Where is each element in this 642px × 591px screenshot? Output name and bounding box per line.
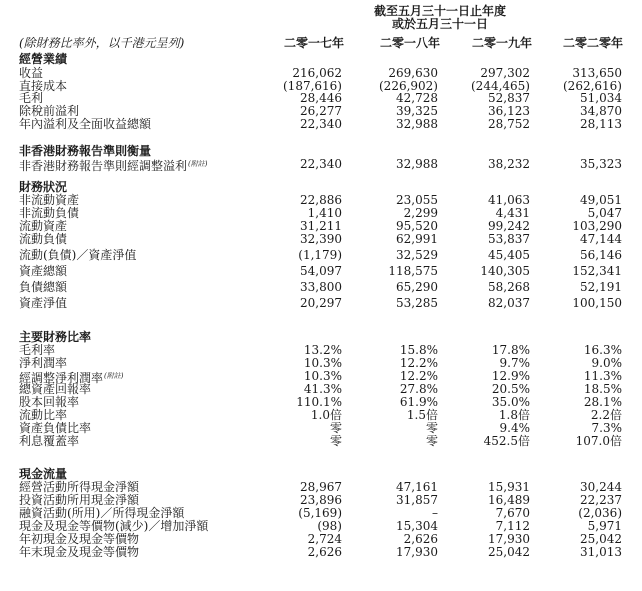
row-value: 61.9% xyxy=(399,395,438,409)
row-label xyxy=(19,357,67,370)
row-value: 13.2% xyxy=(303,343,342,357)
row-label xyxy=(19,435,79,448)
row-value: 31,211 xyxy=(300,219,342,233)
row-value: 51,034 xyxy=(580,91,622,105)
row-label-text: 年初現金及現金等價物 xyxy=(19,532,140,546)
row-value: 42,728 xyxy=(396,91,438,105)
row-label-text: 資產負債比率 xyxy=(19,421,92,435)
table-row xyxy=(0,422,642,435)
row-value: 9.4% xyxy=(499,421,530,435)
row-value: 16.3% xyxy=(583,343,622,357)
row-value: 17,930 xyxy=(396,545,438,559)
row-label-text: 除稅前溢利 xyxy=(19,104,80,118)
row-label-text: 非流動資產 xyxy=(19,193,80,207)
row-value: 47,144 xyxy=(580,232,622,246)
row-label-text: 非流動負債 xyxy=(19,206,80,220)
row-value: 103,290 xyxy=(572,219,622,233)
row-value: 5,971 xyxy=(587,519,622,533)
row-value: 26,277 xyxy=(300,104,342,118)
table-row xyxy=(0,297,642,310)
row-value: 56,146 xyxy=(580,248,622,262)
table-row xyxy=(0,118,642,131)
row-value: 41.3% xyxy=(303,382,342,396)
row-value: (226,902) xyxy=(379,79,438,93)
row-label xyxy=(19,265,67,278)
row-label-text: 非香港財務報告準則經調整溢利 xyxy=(19,159,188,173)
row-value: 52,191 xyxy=(580,280,622,294)
row-value: 零 xyxy=(425,434,438,448)
row-value: 22,886 xyxy=(300,193,342,207)
row-value: (5,169) xyxy=(298,506,342,520)
row-value: 17.8% xyxy=(491,343,530,357)
row-value: 53,837 xyxy=(488,232,530,246)
year-header-2019: 二零一九年 xyxy=(471,36,532,50)
row-label-text: 主要財務比率 xyxy=(19,330,92,344)
section-title xyxy=(19,53,67,66)
row-value: 110.1% xyxy=(296,395,342,409)
row-value: 7,670 xyxy=(495,506,530,520)
row-value: 2,299 xyxy=(403,206,438,220)
row-value: 23,055 xyxy=(396,193,438,207)
row-value: 52,837 xyxy=(488,91,530,105)
row-value: 100,150 xyxy=(572,296,622,310)
row-value: 7.3% xyxy=(591,421,622,435)
year-header-2018: 二零一八年 xyxy=(379,36,440,50)
section-heading xyxy=(0,53,642,66)
row-value: 20.5% xyxy=(491,382,530,396)
row-value: 28,967 xyxy=(300,480,342,494)
row-label-text: 融資活動(所用)／所得現金淨額 xyxy=(19,506,185,520)
row-label-text: 年內溢利及全面收益總額 xyxy=(19,117,152,131)
row-value: 20,297 xyxy=(300,296,342,310)
row-value: 10.3% xyxy=(303,356,342,370)
row-value: 16,489 xyxy=(488,493,530,507)
row-value: 58,268 xyxy=(488,280,530,294)
table-row xyxy=(0,281,642,294)
row-value: 95,520 xyxy=(396,219,438,233)
row-label-text: 經調整淨利潤率 xyxy=(19,371,104,385)
row-value: 32,390 xyxy=(300,232,342,246)
row-value: 31,013 xyxy=(580,545,622,559)
row-label-text: 收益 xyxy=(19,66,44,80)
row-value: 47,161 xyxy=(396,480,438,494)
row-value: 2,724 xyxy=(307,532,342,546)
row-value: 35,323 xyxy=(580,157,622,171)
row-value: – xyxy=(432,506,438,520)
row-value: 32,988 xyxy=(396,117,438,131)
row-label xyxy=(19,297,67,310)
row-value: 39,325 xyxy=(396,104,438,118)
row-label-text: 現金流量 xyxy=(19,467,68,481)
row-label-text: 淨利潤率 xyxy=(19,356,68,370)
row-label xyxy=(19,546,139,559)
row-value: 零 xyxy=(425,421,438,435)
row-value: 22,340 xyxy=(300,117,342,131)
row-value: 452.5倍 xyxy=(483,434,530,448)
row-label-text: 流動(負債)／資產淨值 xyxy=(19,248,137,262)
row-label-text: 毛利率 xyxy=(19,343,56,357)
row-value: 38,232 xyxy=(488,157,530,171)
row-value: 12.2% xyxy=(399,369,438,383)
period-heading-line-2: 或於五月三十一日 xyxy=(391,17,488,31)
row-value: 35.0% xyxy=(491,395,530,409)
row-label xyxy=(19,249,136,262)
row-value: 零 xyxy=(329,434,342,448)
table-row xyxy=(0,546,642,559)
row-value: 22,340 xyxy=(300,157,342,171)
row-label-text: 流動比率 xyxy=(19,408,68,422)
row-value: 313,650 xyxy=(572,66,622,80)
row-value: 18.5% xyxy=(583,382,622,396)
row-label-text: 資產淨值 xyxy=(19,296,68,310)
row-label-text: 毛利 xyxy=(19,91,44,105)
row-label-text: 負債總額 xyxy=(19,280,68,294)
row-value: 269,630 xyxy=(388,66,438,80)
row-value: 118,575 xyxy=(388,264,438,278)
row-value: 34,870 xyxy=(580,104,622,118)
row-value: 2,626 xyxy=(307,545,342,559)
row-value: (98) xyxy=(317,519,342,533)
row-label-text: 現金及現金等價物(減少)／增加淨額 xyxy=(19,519,209,533)
row-label-text: 利息覆蓋率 xyxy=(19,434,80,448)
row-label-text: 總資產回報率 xyxy=(19,382,92,396)
row-value: 28,446 xyxy=(300,91,342,105)
row-value: 4,431 xyxy=(495,206,530,220)
row-value: 54,097 xyxy=(300,264,342,278)
row-value: (262,616) xyxy=(563,79,622,93)
footnote-marker: (附註) xyxy=(104,372,124,380)
row-value: (2,036) xyxy=(578,506,622,520)
row-value: 45,405 xyxy=(488,248,530,262)
row-value: 7,112 xyxy=(495,519,530,533)
row-label-text: 直接成本 xyxy=(19,79,68,93)
row-value: 82,037 xyxy=(488,296,530,310)
row-value: 107.0倍 xyxy=(575,434,622,448)
row-value: 32,988 xyxy=(396,157,438,171)
row-value: 216,062 xyxy=(292,66,342,80)
section-title xyxy=(19,145,151,158)
row-label xyxy=(19,281,67,294)
row-label-text: 流動資產 xyxy=(19,219,68,233)
row-label-text: 經營業績 xyxy=(19,52,68,66)
row-value: 27.8% xyxy=(399,382,438,396)
row-value: 49,051 xyxy=(580,193,622,207)
row-value: 28.1% xyxy=(583,395,622,409)
table-row xyxy=(0,249,642,262)
row-value: 33,800 xyxy=(300,280,342,294)
row-value: 31,857 xyxy=(396,493,438,507)
table-row xyxy=(0,435,642,448)
row-value: 10.3% xyxy=(303,369,342,383)
row-value: 25,042 xyxy=(580,532,622,546)
table-row xyxy=(0,158,642,171)
row-value: 1.0倍 xyxy=(310,408,342,422)
row-value: (244,465) xyxy=(471,79,530,93)
row-label-text: 財務狀況 xyxy=(19,180,68,194)
row-value: 11.3% xyxy=(583,369,622,383)
row-value: 140,305 xyxy=(480,264,530,278)
table-row xyxy=(0,265,642,278)
row-value: 15.8% xyxy=(399,343,438,357)
row-value: 9.0% xyxy=(591,356,622,370)
unit-note: (除財務比率外，以千港元呈列) xyxy=(19,36,185,50)
table-row xyxy=(0,409,642,422)
row-value: 2.2倍 xyxy=(590,408,622,422)
footnote-marker: (附註) xyxy=(188,160,208,168)
row-value: 12.9% xyxy=(491,369,530,383)
row-label-text: 流動負債 xyxy=(19,232,68,246)
row-value: 99,242 xyxy=(488,219,530,233)
row-value: (1,179) xyxy=(298,248,342,262)
row-value: 15,931 xyxy=(488,480,530,494)
table-row xyxy=(0,233,642,246)
row-label xyxy=(19,233,67,246)
row-value: 41,063 xyxy=(488,193,530,207)
row-value: 25,042 xyxy=(488,545,530,559)
row-value: 22,237 xyxy=(580,493,622,507)
row-label-text: 投資活動所用現金淨額 xyxy=(19,493,140,507)
row-value: 28,752 xyxy=(488,117,530,131)
row-label-text: 資產總額 xyxy=(19,264,68,278)
row-value: 1.8倍 xyxy=(498,408,530,422)
year-header-2017: 二零一七年 xyxy=(283,36,344,50)
row-value: 9.7% xyxy=(499,356,530,370)
row-value: 30,244 xyxy=(580,480,622,494)
row-value: (187,616) xyxy=(283,79,342,93)
row-value: 5,047 xyxy=(587,206,622,220)
row-value: 152,341 xyxy=(572,264,622,278)
row-value: 53,285 xyxy=(396,296,438,310)
row-value: 15,304 xyxy=(396,519,438,533)
row-label xyxy=(19,118,151,131)
row-label-text: 非香港財務報告準則衡量 xyxy=(19,144,152,158)
row-value: 零 xyxy=(329,421,342,435)
row-value: 2,626 xyxy=(403,532,438,546)
row-value: 28,113 xyxy=(580,117,622,131)
row-value: 1,410 xyxy=(307,206,342,220)
row-value: 65,290 xyxy=(396,280,438,294)
row-label-text: 股本回報率 xyxy=(19,395,80,409)
row-value: 12.2% xyxy=(399,356,438,370)
year-header-2020: 二零二零年 xyxy=(562,36,623,50)
row-label xyxy=(19,158,207,173)
row-value: 36,123 xyxy=(488,104,530,118)
row-value: 62,991 xyxy=(396,232,438,246)
row-label-text: 經營活動所得現金淨額 xyxy=(19,480,140,494)
period-heading-line-1: 截至五月三十一日止年度 xyxy=(373,4,506,18)
row-value: 17,930 xyxy=(488,532,530,546)
row-value: 23,896 xyxy=(300,493,342,507)
row-value: 1.5倍 xyxy=(406,408,438,422)
row-label-text: 年末現金及現金等價物 xyxy=(19,545,140,559)
row-value: 32,529 xyxy=(396,248,438,262)
row-value: 297,302 xyxy=(480,66,530,80)
